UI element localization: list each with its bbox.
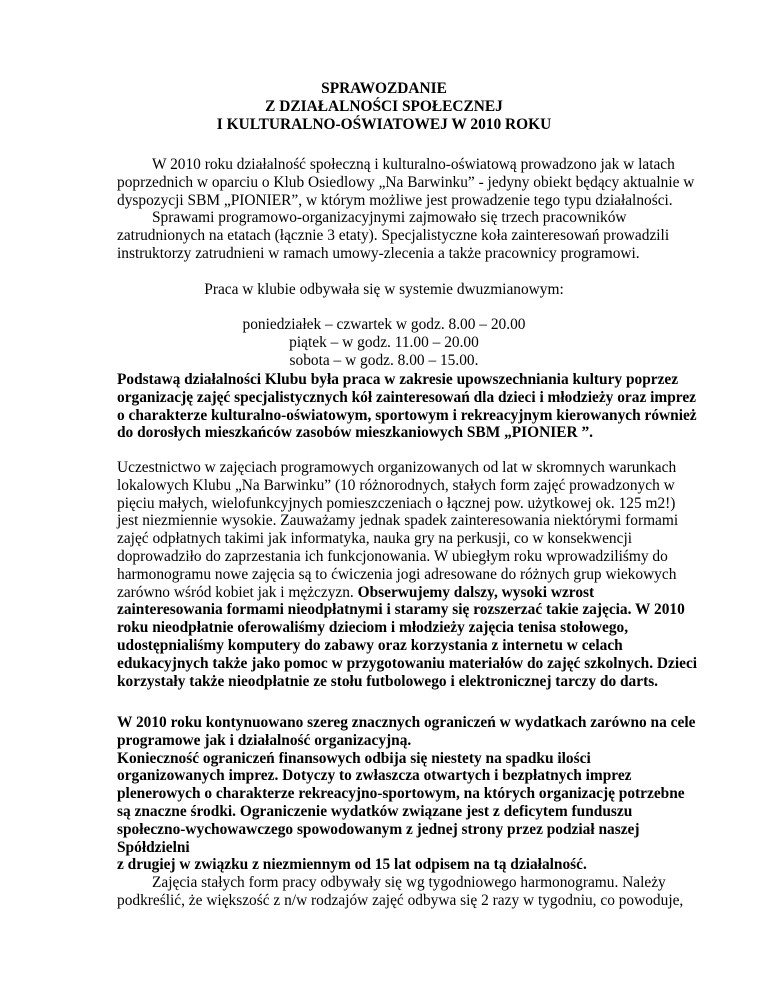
paragraph-staff bbox=[117, 209, 677, 262]
text-line: zajęć odpłatnych takimi jak informatyka, nauka gry na perkusji, co w konsekwencji bbox=[117, 530, 632, 548]
text-line: poprzednich w oparciu o Klub Osiedlowy „Na Barwinku” - jedyny obiekt będący aktualnie w bbox=[117, 173, 695, 191]
text-line: do dorosłych mieszkańców zasobów mieszkaniowych SBM „PIONIER ”. bbox=[117, 424, 593, 442]
text-line: organizację zajęć specjalistycznych kół zainteresowań dla dzieci i młodzieży oraz imprez bbox=[117, 388, 696, 406]
paragraph-schedule-forms bbox=[117, 874, 684, 910]
title-line-2: Z DZIAŁALNOŚCI SPOŁECZNEJ bbox=[265, 98, 503, 115]
text-line: Zajęcia stałych form pracy odbywały się wg tygodniowego harmonogramu. Należy bbox=[152, 874, 666, 891]
text-line bbox=[117, 584, 677, 602]
work-system-line: Praca w klubie odbywała się w systemie dwuzmianowym: bbox=[204, 281, 564, 298]
text-line: podkreślić, że większość z n/w rodzajów zajęć odbywa się 2 razy w tygodniu, co powoduje, bbox=[117, 891, 684, 909]
text-line: plenerowych o charakterze rekreacyjno-sportowym, na których organizację potrzebne bbox=[117, 785, 685, 803]
text-line: społeczno-wychowawczego spowodowanym z jednej strony przez podział naszej bbox=[117, 820, 640, 838]
text-line: programowe jak i działalność organizacyjną. bbox=[117, 731, 412, 749]
paragraph-club-basis bbox=[117, 371, 697, 442]
text-line: edukacyjnych także jako pomoc w przygotowaniu materiałów do zajęć szkolnych. Dzieci bbox=[117, 654, 698, 672]
text-line: Uczestnictwo w zajęciach programowych organizowanych od lat w skromnych warunkach bbox=[117, 459, 677, 476]
bold-text-segment: Obserwujemy dalszy, wysoki wzrost bbox=[357, 583, 595, 601]
text-line: W 2010 roku działalność społeczną i kulturalno-oświatową prowadzono jak w latach bbox=[152, 156, 675, 173]
title-line-3: I KULTURALNO-OŚWIATOWEJ W 2010 ROKU bbox=[216, 116, 552, 133]
text-line: roku nieodpłatnie oferowaliśmy dzieciom i młodzieży zajęcia tenisa stołowego, bbox=[117, 619, 629, 637]
text-line: zatrudnionych na etatach (łącznie 3 etaty). Specjalistyczne koła zainteresowań prowadzili bbox=[117, 226, 670, 244]
text-line: są znaczne środki. Ograniczenie wydatków związane jest z deficytem funduszu bbox=[117, 802, 633, 820]
paragraph-intro bbox=[117, 156, 695, 209]
schedule bbox=[0, 316, 768, 369]
paragraph-budget-limits bbox=[117, 714, 696, 874]
text-line: o charakterze kulturalno-oświatowym, sportowym i rekreacyjnym kierowanych również bbox=[117, 406, 697, 424]
text-line: Konieczność ograniczeń finansowych odbija się niestety na spadku ilości bbox=[117, 749, 591, 767]
schedule-line: sobota – w godz. 8.00 – 15.00. bbox=[289, 351, 479, 369]
text-line: harmonogramu nowe zajęcia są to ćwiczenia jogi adresowane do różnych grup wiekowych bbox=[117, 565, 677, 583]
document-title bbox=[0, 80, 768, 134]
text-line: z drugiej w związku z niezmiennym od 15 lat odpisem na tą działalność. bbox=[117, 856, 587, 874]
text-line: udostępnialiśmy komputery do zabawy oraz korzystania z internetu w celach bbox=[117, 636, 623, 654]
text-line: pięciu małych, wielofunkcyjnych pomieszczeniach o łącznej pow. użytkowej ok. 125 m2!) bbox=[117, 494, 676, 512]
text-segment: zarówno wśród kobiet jak i mężczyzn. bbox=[117, 583, 358, 601]
text-line: zainteresowania formami nieodpłatnymi i staramy się rozszerzać takie zajęcia. W 2010 bbox=[117, 601, 685, 619]
title-line-1: SPRAWOZDANIE bbox=[321, 80, 447, 97]
schedule-line: piątek – w godz. 11.00 – 20.00 bbox=[289, 333, 479, 351]
text-line: Podstawą działalności Klubu była praca w zakresie upowszechniania kultury poprzez bbox=[117, 371, 679, 388]
schedule-line: poniedziałek – czwartek w godz. 8.00 – 20.00 bbox=[242, 316, 526, 333]
text-line: instruktorzy zatrudnieni w ramach umowy-zlecenia a także pracownicy programowi. bbox=[117, 244, 640, 262]
text-line: lokalowych Klubu „Na Barwinku” (10 różnorodnych, stałych form zajęć prowadzonych w bbox=[117, 476, 675, 494]
text-line: dyspozycji SBM „PIONIER”, w którym możliwe jest prowadzenie tego typu działalności. bbox=[117, 191, 673, 209]
text-line: organizowanych imprez. Dotyczy to zwłaszcza otwartych i bezpłatnych imprez bbox=[117, 767, 632, 785]
text-line: doprowadziło do zaprzestania ich funkcjonowania. W ubiegłym roku wprowadziliśmy do bbox=[117, 547, 668, 565]
paragraph-participation bbox=[117, 459, 698, 690]
text-line: Spółdzielni bbox=[117, 838, 190, 856]
text-line: jest niezmiennie wysokie. Zauważamy jednak spadek zainteresowania niektórymi formami bbox=[117, 512, 679, 530]
text-line: korzystały także nieodpłatnie ze stołu futbolowego i elektronicznej tarczy do darts. bbox=[117, 672, 659, 690]
text-line: W 2010 roku kontynuowano szereg znacznych ograniczeń w wydatkach zarówno na cele bbox=[117, 714, 696, 731]
text-line: Sprawami programowo-organizacyjnymi zajmowało się trzech pracowników bbox=[152, 209, 627, 226]
